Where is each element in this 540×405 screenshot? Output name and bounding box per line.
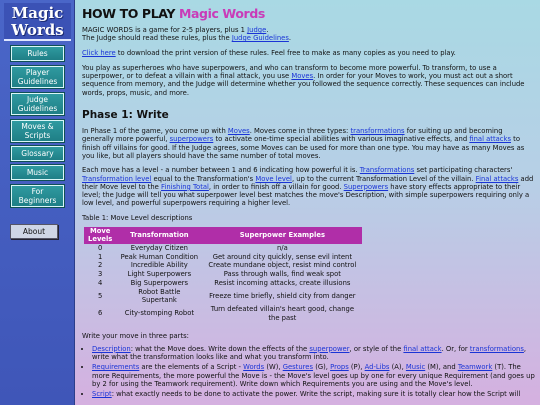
cell-superpower: Turn defeated villain's heart good, change the past bbox=[210, 304, 355, 322]
phase-1-paragraph-1 bbox=[82, 127, 536, 160]
cell-level: 4 bbox=[98, 278, 103, 287]
table-header-row bbox=[84, 227, 362, 244]
transformations-link[interactable]: transformations bbox=[469, 344, 524, 353]
table-row bbox=[84, 279, 362, 288]
cell-level: 1 bbox=[98, 252, 103, 261]
p1-text: to finish off villains for good. If the Judge agrees, some Moves can be used for more than one type. You may have as many Moves as you like, but all players should have the same number of total moves. bbox=[82, 135, 525, 160]
judge-guidelines-link[interactable]: Judge Guidelines bbox=[231, 34, 289, 43]
cell-transformation: Incredible Ability bbox=[130, 261, 188, 270]
teamwork-link[interactable]: Teamwork bbox=[457, 363, 493, 372]
nav-rules-button[interactable]: Rules bbox=[11, 46, 64, 61]
phase-1-paragraph-2 bbox=[82, 166, 536, 207]
cell-transformation: Light Superpowers bbox=[127, 270, 192, 279]
download-text: to download the print version of these rules. Feel free to make as many copies as you need to play. bbox=[115, 48, 456, 57]
req-text: (G), bbox=[313, 363, 331, 372]
p2-text: add their Move level to the bbox=[82, 174, 534, 191]
desc-text: . Or, for bbox=[441, 344, 470, 353]
cell-transformation: Robot Battle Supertank bbox=[138, 287, 181, 305]
page-title-accent: Magic Words bbox=[178, 6, 265, 21]
req-text: are the elements of a Script - bbox=[139, 363, 244, 372]
nav-for-beginners-button[interactable]: For Beginners bbox=[11, 185, 64, 207]
req-text: (W), bbox=[264, 363, 283, 372]
cell-level: 2 bbox=[98, 261, 103, 270]
cell-superpower: Get around city quickly, sense evil intent bbox=[212, 252, 352, 261]
p2-text: equal to the Transformation's bbox=[151, 174, 256, 183]
transformation-level-link[interactable]: Transformation level bbox=[82, 174, 152, 183]
final-attacks-link[interactable]: final attacks bbox=[469, 135, 511, 144]
judge-link[interactable]: Judge bbox=[247, 26, 267, 34]
script-text: : what exactly needs to be done to activate the power. Write the script, making sure it is totally clear how the Script will bbox=[111, 390, 521, 399]
main-content bbox=[82, 6, 536, 398]
transformations-link[interactable]: transformations bbox=[350, 127, 405, 136]
props-link[interactable]: Props bbox=[330, 363, 349, 372]
intro-text: MAGIC WORDS is a game for 2-5 players, plus 1 bbox=[82, 26, 248, 34]
p1-text: In Phase 1 of the game, you come up with bbox=[82, 127, 228, 136]
superpower-link[interactable]: superpower bbox=[309, 344, 350, 353]
cell-superpower: Resist incoming attacks, create illusions bbox=[214, 278, 351, 287]
nav-moves-scripts-button[interactable]: Moves & Scripts bbox=[11, 120, 64, 142]
table-row bbox=[84, 305, 362, 322]
intro-text: The Judge should read these rules, plus the bbox=[82, 34, 232, 43]
cell-transformation: Peak Human Condition bbox=[120, 252, 199, 261]
cell-transformation: City-stomping Robot bbox=[124, 309, 195, 318]
cell-superpower: Freeze time briefly, shield city from danger bbox=[209, 291, 356, 300]
move-level-link[interactable]: Move level bbox=[255, 174, 292, 183]
move-levels-table bbox=[84, 227, 362, 322]
p2-text: , up to the current Transformation Level of the villain. bbox=[291, 174, 476, 183]
list-item bbox=[92, 363, 536, 388]
p2-text: set participating characters' bbox=[414, 166, 513, 175]
cell-transformation: Everyday Citizen bbox=[130, 244, 188, 253]
table-row bbox=[84, 288, 362, 305]
req-text: (T). The more Requirements, the more powerful the Move is - the Move's level goes up by one for every unique Requirement (and goes up by 2 for using the Teamwork requirement). Write down which Requirements you are using and the Move's level. bbox=[92, 363, 535, 388]
desc-text: : what the Move does. Write down the effects of the bbox=[130, 344, 310, 353]
final-attack-link[interactable]: final attack bbox=[403, 344, 442, 353]
cell-level: 5 bbox=[98, 291, 103, 300]
table-row bbox=[84, 253, 362, 262]
download-paragraph bbox=[82, 49, 536, 57]
overview-text: You play as superheroes who have superpowers, and who can transform to become more powerful. To transform, to use a superpower, or to defeat a villain with a final attack, you use bbox=[82, 63, 497, 81]
cell-transformation: Big Superpowers bbox=[130, 278, 189, 287]
table-caption: Table 1: Move Level descriptions bbox=[82, 213, 193, 222]
intro-paragraph bbox=[82, 26, 536, 43]
moves-link[interactable]: Moves bbox=[227, 127, 250, 136]
final-attacks-link[interactable]: Final attacks bbox=[475, 174, 519, 183]
cell-level: 0 bbox=[98, 244, 103, 253]
site-logo[interactable] bbox=[4, 3, 71, 41]
table-row bbox=[84, 244, 362, 253]
col-header-move-levels: Move Levels bbox=[84, 227, 116, 244]
gestures-link[interactable]: Gestures bbox=[282, 363, 314, 372]
requirements-link[interactable]: Requirements bbox=[92, 363, 140, 372]
phase-1-heading: Phase 1: Write bbox=[82, 109, 169, 122]
description-link[interactable]: Description bbox=[92, 344, 131, 353]
logo-line-1: Magic bbox=[11, 4, 64, 22]
desc-text: , write what the transformation looks like and what you transform into. bbox=[92, 344, 527, 361]
about-button[interactable]: About bbox=[10, 224, 58, 239]
p2-text: have story effects appropriate to their level; the Judge will tell you what superpower level best matches the move's Description, with simple superpowers requiring only a low level, and powerful superpowers requiring a higher level. bbox=[82, 182, 530, 208]
transformations-link[interactable]: Transformations bbox=[359, 166, 415, 175]
nav-judge-guidelines-button[interactable]: Judge Guidelines bbox=[11, 93, 64, 115]
page-title-prefix: HOW TO PLAY bbox=[82, 6, 175, 21]
intro-text: . bbox=[288, 34, 292, 43]
cell-superpower: Pass through walls, find weak spot bbox=[223, 270, 341, 279]
list-item bbox=[92, 345, 536, 362]
cell-level: 6 bbox=[98, 309, 103, 318]
words-link[interactable]: Words bbox=[243, 363, 265, 372]
table-row bbox=[84, 270, 362, 279]
music-link[interactable]: Music bbox=[405, 363, 426, 372]
overview-text: . In order for your Moves to work, you must act out a short sequence from memory, and the Judge will determine whether you followed the sequence correctly. These sequences can include words, props, music, and more. bbox=[82, 72, 525, 97]
ad-libs-link[interactable]: Ad-Libs bbox=[364, 363, 390, 372]
parts-intro: Write your move in three parts: bbox=[82, 332, 189, 341]
col-header-transformation: Transformation bbox=[116, 227, 202, 244]
superpowers-link[interactable]: superpowers bbox=[169, 135, 214, 144]
col-header-superpower-examples: Superpower Examples bbox=[202, 227, 362, 244]
cell-level: 3 bbox=[98, 270, 103, 279]
script-link[interactable]: Script bbox=[92, 390, 112, 399]
nav-glossary-button[interactable]: Glossary bbox=[11, 146, 64, 161]
logo-line-2: Words bbox=[11, 21, 64, 39]
cell-superpower: Create mundane object, resist mind control bbox=[208, 261, 357, 270]
page-title bbox=[82, 6, 536, 22]
p2-text: , in order to finish off a villain for good. bbox=[208, 182, 344, 191]
table-row bbox=[84, 261, 362, 270]
p1-text: to activate one-time special abilities with various imaginative effects, and bbox=[213, 135, 470, 144]
req-text: (A), bbox=[389, 363, 406, 372]
moves-link[interactable]: Moves bbox=[291, 72, 314, 81]
nav-player-guidelines-button[interactable]: Player Guidelines bbox=[11, 66, 64, 88]
cell-superpower: n/a bbox=[276, 244, 288, 253]
intro-text: . bbox=[266, 26, 269, 34]
move-parts-list bbox=[92, 345, 536, 399]
download-print-link[interactable]: Click here bbox=[82, 48, 116, 57]
nav-music-button[interactable]: Music bbox=[11, 165, 64, 180]
p2-text: Each move has a level - a number between 1 and 6 indicating how powerful it is. bbox=[82, 166, 360, 175]
p1-text: . Moves come in three types: bbox=[249, 127, 351, 136]
list-item bbox=[92, 390, 536, 398]
overview-paragraph bbox=[82, 64, 536, 97]
req-text: (P), bbox=[348, 363, 365, 372]
desc-text: , or style of the bbox=[349, 344, 404, 353]
p1-text: for suiting up and becoming generally more powerful, bbox=[82, 127, 503, 144]
req-text: (M), and bbox=[425, 363, 458, 372]
superpowers-link[interactable]: Superpowers bbox=[343, 182, 389, 191]
sidebar bbox=[0, 0, 75, 405]
finishing-total-link[interactable]: Finishing Total bbox=[161, 182, 209, 191]
